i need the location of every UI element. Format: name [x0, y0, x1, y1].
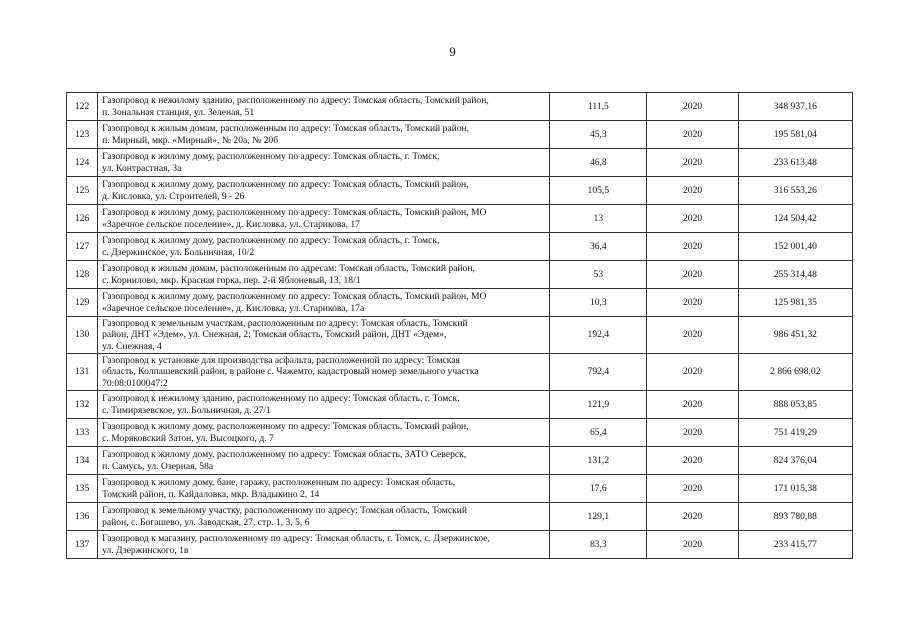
- row-number-cell: 132: [67, 391, 98, 419]
- year-cell: 2020: [647, 503, 738, 531]
- description-line: «Заречное сельское поселение», д. Кисловка, ул. Старикова, 17: [102, 218, 360, 230]
- description-line: с. Корнилово, мкр. Красная горка, пер. 2-й Яблоневый, 13, 18/1: [102, 274, 361, 286]
- cost-cell: 888 053,85: [738, 391, 852, 419]
- cost-cell: 233 613,48: [738, 149, 852, 177]
- length-cell: 83,3: [550, 531, 647, 559]
- cost-cell: 124 504,42: [738, 205, 852, 233]
- year-cell: 2020: [647, 531, 738, 559]
- object-description-cell: [98, 205, 550, 233]
- table-row: [67, 475, 853, 503]
- year-cell: 2020: [647, 121, 738, 149]
- description-line: с. Моряковский Затон, ул. Высоцкого, д. 7: [102, 432, 274, 444]
- description-line: ул. Контрастная, 3а: [102, 162, 182, 174]
- table-row: [67, 419, 853, 447]
- description-line: Газопровод к нежилому зданию, расположенному по адресу: Томская область, Томский район,: [102, 95, 489, 106]
- row-number-cell: 122: [67, 93, 98, 121]
- description-line: Газопровод к земельному участку, расположенному по адресу: Томская область, Томский: [102, 505, 468, 516]
- object-description-cell: [98, 447, 550, 475]
- row-number-cell: 131: [67, 354, 98, 391]
- description-line: п. Зональная станция, ул. Зеленая, 51: [102, 106, 255, 118]
- table-row: [67, 205, 853, 233]
- description-line: д. Кисловка, ул. Строителей, 9 - 26: [102, 190, 245, 202]
- gas-pipeline-registry-table: [66, 92, 853, 559]
- description-line: Томский район, п. Кайдаловка, мкр. Владыкино 2, 14: [102, 488, 320, 500]
- description-line: область, Колпашевский район, в районе с. Чажемто, кадастровый номер земельного участка: [102, 366, 479, 378]
- description-line: «Заречное сельское поселение», д. Кисловка, ул. Старикова, 17а: [102, 302, 365, 314]
- row-number-cell: 130: [67, 317, 98, 354]
- row-number-cell: 128: [67, 261, 98, 289]
- object-description-cell: [98, 177, 550, 205]
- description-line: Газопровод к жилому дому, расположенному по адресу: Томская область, Томский район,: [102, 421, 469, 432]
- row-number-cell: 125: [67, 177, 98, 205]
- description-line: с. Дзержинское, ул. Больничная, 10/2: [102, 246, 255, 258]
- row-number-cell: 133: [67, 419, 98, 447]
- description-line: ул. Дзержинского, 1в: [102, 544, 189, 556]
- cost-cell: 171 015,38: [738, 475, 852, 503]
- table-row: [67, 177, 853, 205]
- length-cell: 121,9: [550, 391, 647, 419]
- object-description-cell: [98, 317, 550, 354]
- description-line: п. Мирный, мкр. «Мирный», № 20а, № 20б: [102, 134, 279, 146]
- cost-cell: 893 780,88: [738, 503, 852, 531]
- table-row: [67, 289, 853, 317]
- description-line: Газопровод к жилым домам, расположенным по адресу: Томская область, Томский район,: [102, 123, 470, 134]
- cost-cell: 824 376,04: [738, 447, 852, 475]
- description-line: Газопровод к жилому дому, расположенному по адресу: Томская область, Томский район, МО: [102, 207, 487, 218]
- year-cell: 2020: [647, 149, 738, 177]
- table-row: [67, 531, 853, 559]
- row-number-cell: 137: [67, 531, 98, 559]
- year-cell: 2020: [647, 475, 738, 503]
- length-cell: 792,4: [550, 354, 647, 391]
- table-row: [67, 149, 853, 177]
- description-line: 70:08:0100047:2: [102, 377, 168, 389]
- description-line: Газопровод к жилому дому, бане, гаражу, расположенным по адресу: Томская область,: [102, 477, 456, 488]
- object-description-cell: [98, 289, 550, 317]
- description-line: ул. Снежная, 4: [102, 340, 162, 352]
- cost-cell: 125 981,35: [738, 289, 852, 317]
- cost-cell: 348 937,16: [738, 93, 852, 121]
- row-number-cell: 129: [67, 289, 98, 317]
- object-description-cell: [98, 149, 550, 177]
- length-cell: 53: [550, 261, 647, 289]
- cost-cell: 233 415,77: [738, 531, 852, 559]
- table-row: [67, 503, 853, 531]
- description-line: Газопровод к жилому дому, расположенному по адресу: Томская область, Томский район,: [102, 179, 469, 190]
- description-line: Газопровод к нежилому зданию, расположенному по адресу: Томская область, г. Томск,: [102, 393, 460, 404]
- year-cell: 2020: [647, 261, 738, 289]
- year-cell: 2020: [647, 317, 738, 354]
- cost-cell: 195 581,04: [738, 121, 852, 149]
- row-number-cell: 124: [67, 149, 98, 177]
- year-cell: 2020: [647, 391, 738, 419]
- cost-cell: 2 866 698,02: [738, 354, 852, 391]
- description-line: Газопровод к жилому дому, расположенному по адресу: Томская область, ЗАТО Северск,: [102, 449, 467, 460]
- object-description-cell: [98, 93, 550, 121]
- object-description-cell: [98, 391, 550, 419]
- length-cell: 36,4: [550, 233, 647, 261]
- length-cell: 105,5: [550, 177, 647, 205]
- length-cell: 111,5: [550, 93, 647, 121]
- length-cell: 10,3: [550, 289, 647, 317]
- length-cell: 129,1: [550, 503, 647, 531]
- length-cell: 131,2: [550, 447, 647, 475]
- length-cell: 192,4: [550, 317, 647, 354]
- row-number-cell: 123: [67, 121, 98, 149]
- table-row: [67, 391, 853, 419]
- table-body: [67, 93, 853, 559]
- description-line: Газопровод к установке для производства асфальта, расположенной по адресу: Томская: [102, 354, 460, 366]
- cost-cell: 316 553,26: [738, 177, 852, 205]
- year-cell: 2020: [647, 447, 738, 475]
- length-cell: 13: [550, 205, 647, 233]
- length-cell: 17,6: [550, 475, 647, 503]
- row-number-cell: 134: [67, 447, 98, 475]
- year-cell: 2020: [647, 93, 738, 121]
- table-row: [67, 233, 853, 261]
- year-cell: 2020: [647, 419, 738, 447]
- description-line: Газопровод к земельным участкам, расположенным по адресу: Томская область, Томский: [102, 317, 468, 329]
- row-number-cell: 135: [67, 475, 98, 503]
- description-line: район, ДНТ «Эдем», ул. Снежная, 2; Томская область, Томский район, ДНТ «Эдем»,: [102, 329, 447, 341]
- object-description-cell: [98, 419, 550, 447]
- length-cell: 45,3: [550, 121, 647, 149]
- table-row: [67, 354, 853, 391]
- description-line: п. Самусь, ул. Озерная, 58а: [102, 460, 214, 472]
- table-row: [67, 447, 853, 475]
- object-description-cell: [98, 531, 550, 559]
- length-cell: 65,4: [550, 419, 647, 447]
- description-line: район, с. Богашево, ул. Заводская, 27, стр. 1, 3, 5, 6: [102, 516, 310, 528]
- description-line: Газопровод к магазину, расположенному по адресу: Томская область, г. Томск, с. Дзержинское,: [102, 533, 490, 544]
- description-line: Газопровод к жилым домам, расположенным по адресам: Томская область, Томский район,: [102, 263, 475, 274]
- description-line: Газопровод к жилому дому, расположенному по адресу: Томская область, Томский район, МО: [102, 291, 487, 302]
- description-line: с. Тимирязевское, ул. Больничная, д. 27/1: [102, 404, 271, 416]
- object-description-cell: [98, 503, 550, 531]
- object-description-cell: [98, 261, 550, 289]
- object-description-cell: [98, 354, 550, 391]
- object-description-cell: [98, 121, 550, 149]
- year-cell: 2020: [647, 205, 738, 233]
- row-number-cell: 127: [67, 233, 98, 261]
- object-description-cell: [98, 233, 550, 261]
- cost-cell: 751 419,29: [738, 419, 852, 447]
- table-row: [67, 121, 853, 149]
- year-cell: 2020: [647, 177, 738, 205]
- description-line: Газопровод к жилому дому, расположенному по адресу: Томская область, г. Томск,: [102, 151, 440, 162]
- length-cell: 46,8: [550, 149, 647, 177]
- cost-cell: 152 001,40: [738, 233, 852, 261]
- table-row: [67, 93, 853, 121]
- object-description-cell: [98, 475, 550, 503]
- year-cell: 2020: [647, 354, 738, 391]
- year-cell: 2020: [647, 289, 738, 317]
- row-number-cell: 136: [67, 503, 98, 531]
- cost-cell: 986 451,32: [738, 317, 852, 354]
- page-number: 9: [449, 44, 456, 59]
- table-row: [67, 261, 853, 289]
- year-cell: 2020: [647, 233, 738, 261]
- row-number-cell: 126: [67, 205, 98, 233]
- table-row: [67, 317, 853, 354]
- description-line: Газопровод к жилому дому, расположенному по адресу: Томская область, г. Томск,: [102, 235, 440, 246]
- cost-cell: 255 314,48: [738, 261, 852, 289]
